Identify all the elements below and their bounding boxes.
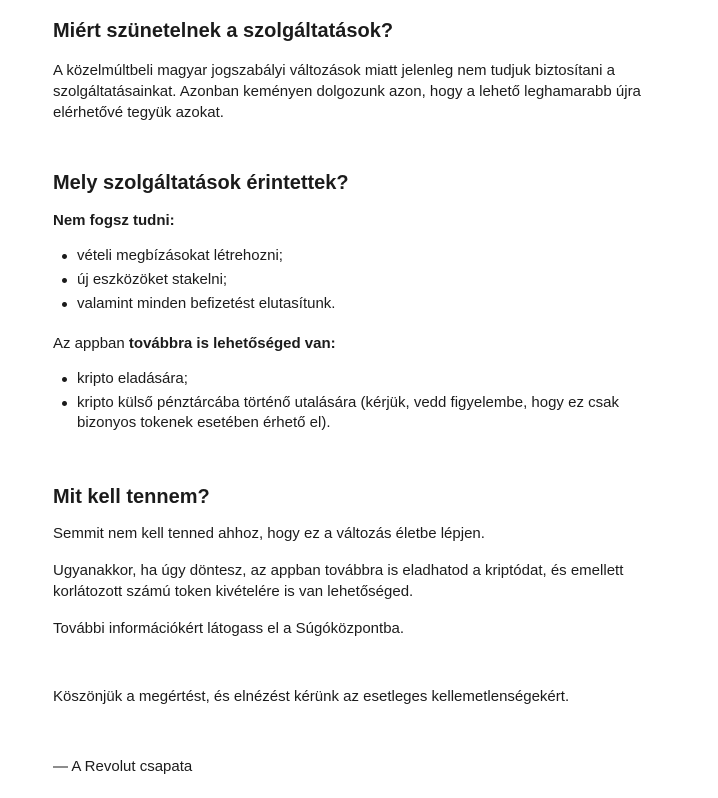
cannot-list bbox=[53, 246, 673, 318]
list-item-text: vételi megbízásokat létrehozni; bbox=[77, 247, 283, 264]
what-to-do-p1: Semmit nem kell tenned ahhoz, hogy ez a változás életbe lépjen. bbox=[53, 525, 485, 542]
list-item bbox=[53, 270, 673, 290]
list-item-text: kripto külső pénztárcába történő utalására (kérjük, vedd figyelembe, hogy ez csak bizonyos tokenek esetében érhető el). bbox=[77, 394, 619, 431]
closing-thanks: Köszönjük a megértést, és elnézést kérünk az esetleges kellemetlenségekért. bbox=[53, 688, 570, 705]
cannot-label-text: Nem fogsz tudni: bbox=[53, 212, 175, 229]
what-to-do-p3: További információkért látogass el a Súgóközpontba. bbox=[53, 620, 405, 637]
section-heading-affected-services: Mely szolgáltatások érintettek? bbox=[53, 172, 349, 194]
section-body-why-paused: A közelmúltbeli magyar jogszabályi változások miatt jelenleg nem tudjuk biztosítani a szolgáltatásainkat. Azonban keményen dolgozunk azon, hogy a lehető leghamarabb újra elérhetővé tegyük azokat. bbox=[53, 62, 641, 121]
can-list bbox=[53, 369, 673, 437]
list-item-text: kripto eladására; bbox=[77, 370, 188, 387]
can-label bbox=[53, 333, 663, 354]
bullet-icon bbox=[62, 278, 67, 283]
section-heading-why-paused: Miért szünetelnek a szolgáltatások? bbox=[53, 20, 394, 42]
bullet-icon bbox=[62, 254, 67, 259]
cannot-label bbox=[53, 210, 663, 231]
bullet-icon bbox=[62, 302, 67, 307]
list-item bbox=[53, 393, 673, 433]
bullet-icon bbox=[62, 401, 67, 406]
list-item-text: valamint minden befizetést elutasítunk. bbox=[77, 295, 336, 312]
list-item bbox=[53, 246, 673, 266]
list-item-text: új eszközöket stakelni; bbox=[77, 271, 228, 288]
what-to-do-p2: Ugyanakkor, ha úgy döntesz, az appban továbbra is eladhatod a kriptódat, és emellett korlátozott számú token kivételére is van lehetőséged. bbox=[53, 562, 624, 600]
bullet-icon bbox=[62, 377, 67, 382]
can-label-prefix: Az appban bbox=[53, 335, 129, 352]
signature: — A Revolut csapata bbox=[53, 758, 193, 775]
list-item bbox=[53, 369, 673, 389]
can-label-bold: továbbra is lehetőséged van: bbox=[128, 335, 336, 352]
list-item bbox=[53, 294, 673, 314]
section-heading-what-to-do: Mit kell tennem? bbox=[53, 486, 210, 508]
